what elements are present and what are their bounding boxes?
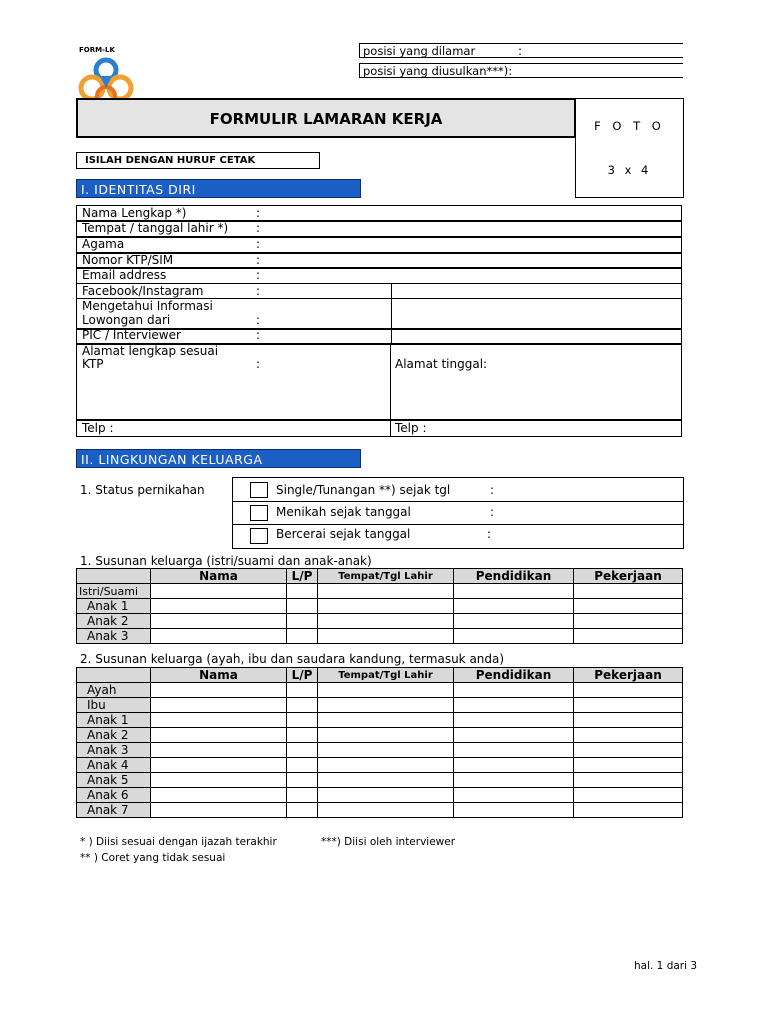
header-name: Nama <box>151 569 287 584</box>
cell[interactable] <box>574 758 683 773</box>
checkbox-divorced[interactable] <box>250 528 268 544</box>
cell[interactable] <box>454 773 574 788</box>
colon: : <box>256 357 261 371</box>
colon: : <box>256 253 261 267</box>
address-current-label: Alamat tinggal: <box>395 357 488 371</box>
cell[interactable] <box>454 683 574 698</box>
cell[interactable] <box>318 599 454 614</box>
cell[interactable] <box>454 599 574 614</box>
photo-label: F O T O <box>594 119 665 133</box>
section-identity-header: I. IDENTITAS DIRI <box>76 179 361 198</box>
table-row <box>77 758 683 773</box>
option-married: Menikah sejak tanggal <box>276 505 411 519</box>
colon: : <box>256 313 261 327</box>
cell[interactable] <box>151 788 287 803</box>
cell[interactable] <box>574 629 683 644</box>
form-title: FORMULIR LAMARAN KERJA <box>76 98 576 138</box>
header-birth: Tempat/Tgl Lahir <box>318 668 454 683</box>
field-birth[interactable]: Tempat / tanggal lahir *) <box>82 221 229 235</box>
family-table-1 <box>76 568 683 644</box>
row-label: Anak 4 <box>77 758 151 773</box>
row-label: Anak 3 <box>77 743 151 758</box>
cell[interactable] <box>287 584 318 599</box>
cell[interactable] <box>318 758 454 773</box>
cell[interactable] <box>318 773 454 788</box>
table-row <box>77 698 683 713</box>
row-label: Anak 2 <box>77 614 151 629</box>
cell[interactable] <box>318 614 454 629</box>
cell[interactable] <box>318 728 454 743</box>
cell[interactable] <box>574 803 683 818</box>
row-label: Anak 6 <box>77 788 151 803</box>
header-education: Pendidikan <box>454 569 574 584</box>
row-label: Anak 3 <box>77 629 151 644</box>
cell[interactable] <box>454 629 574 644</box>
colon: : <box>256 221 261 235</box>
table-row <box>77 743 683 758</box>
cell[interactable] <box>287 728 318 743</box>
option-divorced: Bercerai sejak tanggal <box>276 527 411 541</box>
cell[interactable] <box>574 599 683 614</box>
table-row <box>77 599 683 614</box>
cell[interactable] <box>151 698 287 713</box>
note-3: ***) Diisi oleh interviewer <box>321 836 456 848</box>
colon: : <box>487 527 492 541</box>
colon: : <box>256 268 261 282</box>
cell[interactable] <box>151 584 287 599</box>
table-row <box>77 773 683 788</box>
position-suggested-label: posisi yang diusulkan***): <box>363 64 513 78</box>
address-ktp-label-2: KTP <box>82 357 104 371</box>
field-full-name[interactable]: Nama Lengkap *) <box>82 206 187 220</box>
cell[interactable] <box>318 713 454 728</box>
cell[interactable] <box>574 788 683 803</box>
cell[interactable] <box>574 773 683 788</box>
cell[interactable] <box>454 743 574 758</box>
cell[interactable] <box>151 683 287 698</box>
row-label: Anak 1 <box>77 599 151 614</box>
header-job: Pekerjaan <box>574 668 683 683</box>
table-row <box>77 584 683 599</box>
photo-size: 3 x 4 <box>607 163 652 177</box>
header-sex: L/P <box>287 668 318 683</box>
telp-ktp[interactable]: Telp : <box>82 421 114 435</box>
table-row <box>77 788 683 803</box>
field-source[interactable]: Lowongan dari <box>82 313 171 327</box>
cell[interactable] <box>318 698 454 713</box>
family-table-2 <box>76 667 683 818</box>
cell[interactable] <box>574 614 683 629</box>
field-social[interactable]: Facebook/Instagram <box>82 284 204 298</box>
cell[interactable] <box>151 629 287 644</box>
cell[interactable] <box>287 788 318 803</box>
table-row <box>77 728 683 743</box>
field-source-line1: Mengetahui Informasi <box>82 299 213 313</box>
table-row <box>77 683 683 698</box>
checkbox-single[interactable] <box>250 482 268 498</box>
marital-label: 1. Status pernikahan <box>80 483 205 497</box>
cell[interactable] <box>151 743 287 758</box>
note-2: ** ) Coret yang tidak sesuai <box>80 852 226 864</box>
cell[interactable] <box>318 743 454 758</box>
row-label: Istri/Suami <box>77 584 151 599</box>
field-id-number[interactable]: Nomor KTP/SIM <box>82 253 174 267</box>
cell[interactable] <box>318 803 454 818</box>
header-blank <box>77 569 151 584</box>
cell[interactable] <box>454 584 574 599</box>
cell[interactable] <box>454 758 574 773</box>
header-sex: L/P <box>287 569 318 584</box>
row-label: Anak 5 <box>77 773 151 788</box>
family-table-2-caption: 2. Susunan keluarga (ayah, ibu dan saudara kandung, termasuk anda) <box>80 652 505 666</box>
cell[interactable] <box>454 803 574 818</box>
row-label: Anak 2 <box>77 728 151 743</box>
cell[interactable] <box>574 683 683 698</box>
address-ktp-label: Alamat lengkap sesuai <box>82 344 219 358</box>
cell[interactable] <box>287 683 318 698</box>
position-applied-label: posisi yang dilamar <box>363 44 476 58</box>
cell[interactable] <box>574 698 683 713</box>
cell[interactable] <box>287 614 318 629</box>
family-table-1-caption: 1. Susunan keluarga (istri/suami dan anak-anak) <box>80 554 372 568</box>
cell[interactable] <box>287 803 318 818</box>
cell[interactable] <box>454 614 574 629</box>
header-blank <box>77 668 151 683</box>
row-label: Anak 1 <box>77 713 151 728</box>
header-job: Pekerjaan <box>574 569 683 584</box>
cell[interactable] <box>151 803 287 818</box>
checkbox-married[interactable] <box>250 505 268 521</box>
cell[interactable] <box>287 629 318 644</box>
colon: : <box>490 505 495 519</box>
cell[interactable] <box>287 713 318 728</box>
cell[interactable] <box>454 713 574 728</box>
cell[interactable] <box>454 698 574 713</box>
cell[interactable] <box>318 788 454 803</box>
cell[interactable] <box>287 599 318 614</box>
cell[interactable] <box>151 599 287 614</box>
cell[interactable] <box>151 713 287 728</box>
option-single: Single/Tunangan **) sejak tgl <box>276 483 451 497</box>
cell[interactable] <box>574 713 683 728</box>
cell[interactable] <box>318 584 454 599</box>
colon: : <box>256 206 261 220</box>
cell[interactable] <box>287 758 318 773</box>
field-interviewer[interactable]: PIC / Interviewer <box>82 328 181 342</box>
position-suggested-field[interactable] <box>359 63 683 78</box>
field-religion[interactable]: Agama <box>82 237 125 251</box>
colon: : <box>256 328 261 342</box>
form-code: FORM-LK <box>79 46 115 54</box>
table-row <box>77 713 683 728</box>
colon: : <box>490 483 495 497</box>
section-family-header: II. LINGKUNGAN KELUARGA <box>76 449 361 468</box>
field-email[interactable]: Email address <box>82 268 167 282</box>
cell[interactable] <box>287 773 318 788</box>
cell[interactable] <box>287 743 318 758</box>
cell[interactable] <box>318 683 454 698</box>
header-education: Pendidikan <box>454 668 574 683</box>
row-label: Anak 7 <box>77 803 151 818</box>
position-applied-field[interactable] <box>359 43 683 58</box>
photo-box[interactable] <box>575 98 684 198</box>
table-row <box>77 614 683 629</box>
cell[interactable] <box>454 728 574 743</box>
colon: : <box>256 237 261 251</box>
row-label: Ibu <box>77 698 151 713</box>
header-name: Nama <box>151 668 287 683</box>
instruction-box: ISILAH DENGAN HURUF CETAK <box>76 152 320 169</box>
table-row <box>77 629 683 644</box>
cell[interactable] <box>318 629 454 644</box>
colon: : <box>256 284 261 298</box>
cell[interactable] <box>574 743 683 758</box>
position-applied-colon: : <box>518 44 523 58</box>
table-row <box>77 803 683 818</box>
row-label: Ayah <box>77 683 151 698</box>
cell[interactable] <box>454 788 574 803</box>
note-1: * ) Diisi sesuai dengan ijazah terakhir <box>80 836 277 848</box>
cell[interactable] <box>287 698 318 713</box>
cell[interactable] <box>151 758 287 773</box>
header-birth: Tempat/Tgl Lahir <box>318 569 454 584</box>
cell[interactable] <box>574 728 683 743</box>
cell[interactable] <box>151 614 287 629</box>
cell[interactable] <box>151 773 287 788</box>
telp-current[interactable]: Telp : <box>395 421 427 435</box>
page-number: hal. 1 dari 3 <box>634 960 698 972</box>
cell[interactable] <box>151 728 287 743</box>
cell[interactable] <box>574 584 683 599</box>
